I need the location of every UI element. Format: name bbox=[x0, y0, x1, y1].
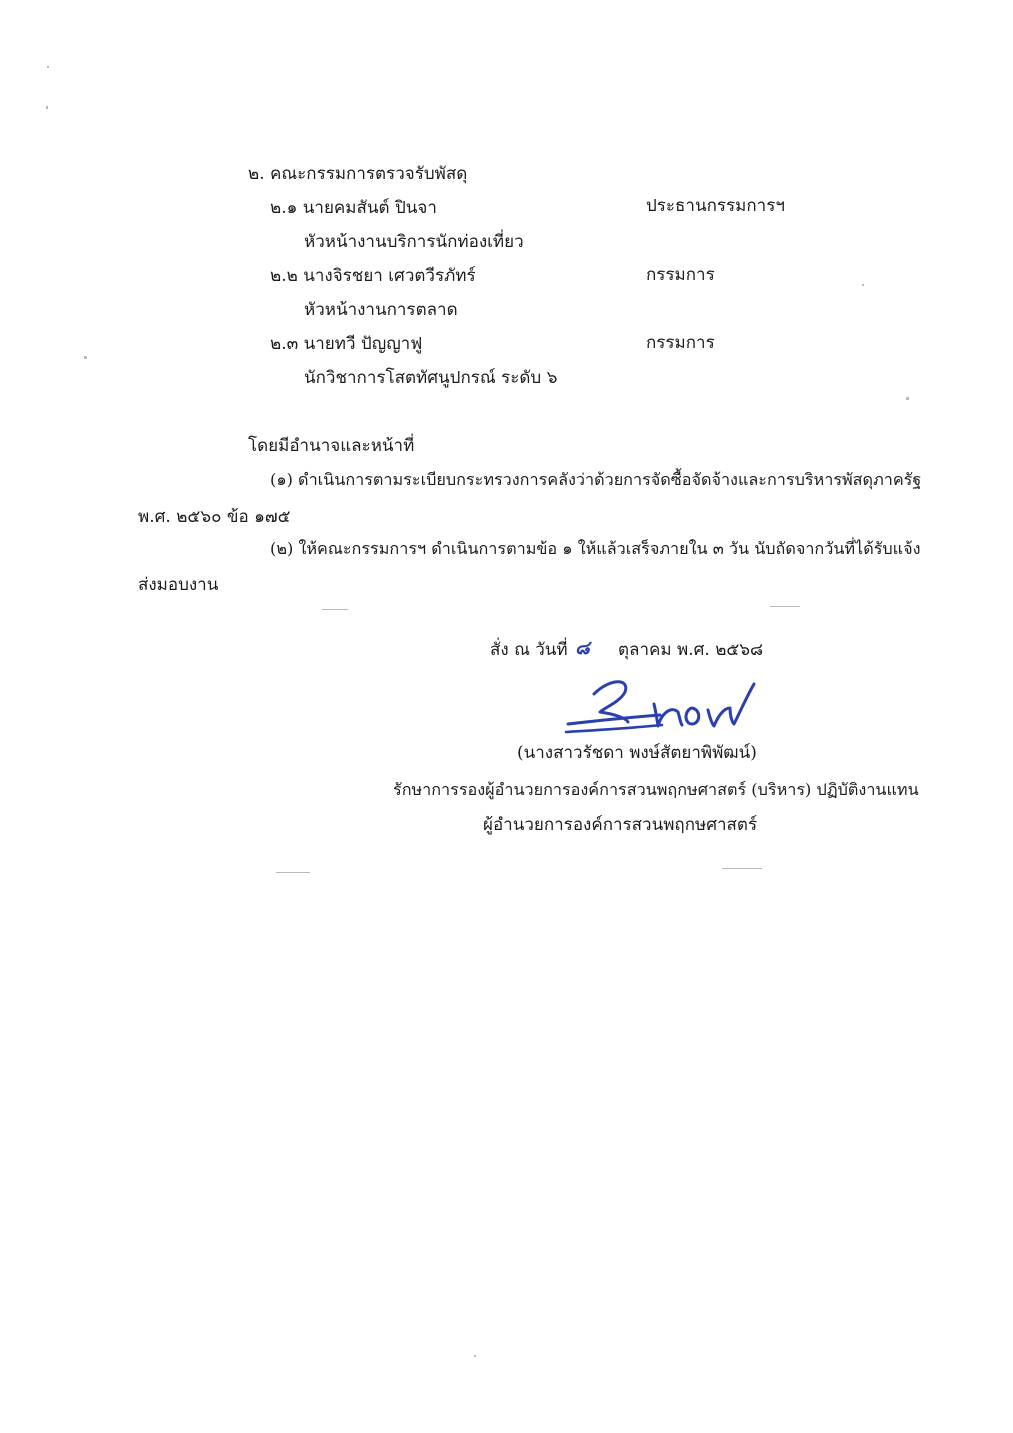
scan-speck bbox=[276, 872, 310, 873]
scan-speck bbox=[322, 609, 348, 610]
scan-speck bbox=[47, 66, 49, 68]
duty-item-2-line1: (๒) ให้คณะกรรมการฯ ดำเนินการตามข้อ ๑ ให้แล้วเสร็จภายใน ๓ วัน นับถัดจากวันที่ได้รับแจ้ง bbox=[270, 539, 921, 558]
signatory-name: (นางสาวรัชดา พงษ์สัตยาพิพัฒน์) bbox=[517, 743, 757, 763]
handwritten-signature bbox=[562, 672, 757, 738]
scan-speck bbox=[906, 397, 909, 400]
member-name: ๒.๓ นายทวี ปัญญาฟู bbox=[270, 334, 423, 354]
committee-heading: ๒. คณะกรรมการตรวจรับพัสดุ bbox=[248, 164, 468, 184]
scan-speck bbox=[84, 356, 87, 359]
member-title: หัวหน้างานการตลาด bbox=[304, 300, 458, 320]
member-role: กรรมการ bbox=[646, 333, 715, 353]
duty-item-1-line2: พ.ศ. ๒๕๖๐ ข้อ ๑๗๕ bbox=[138, 507, 291, 527]
scan-speck bbox=[722, 868, 762, 869]
duty-item-2-line2: ส่งมอบงาน bbox=[138, 575, 219, 595]
member-role: กรรมการ bbox=[646, 265, 715, 285]
order-date-day: ๘ bbox=[575, 637, 590, 659]
scan-speck bbox=[474, 1355, 476, 1357]
signatory-position-line1: รักษาการรองผู้อำนวยการองค์การสวนพฤกษศาสตร์ (บริหาร) ปฏิบัติงานแทน bbox=[393, 780, 919, 799]
order-date-prefix: สั่ง ณ วันที่ bbox=[490, 640, 568, 660]
member-title: หัวหน้างานบริการนักท่องเที่ยว bbox=[304, 232, 524, 252]
member-name: ๒.๑ นายคมสันต์ ปินจา bbox=[270, 198, 437, 218]
order-date-month-year: ตุลาคม พ.ศ. ๒๕๖๘ bbox=[618, 640, 764, 660]
signatory-position-line2: ผู้อำนวยการองค์การสวนพฤกษศาสตร์ bbox=[483, 815, 758, 835]
scan-speck bbox=[46, 106, 48, 109]
member-role: ประธานกรรมการฯ bbox=[646, 196, 785, 216]
scan-speck bbox=[862, 284, 864, 286]
scan-speck bbox=[770, 606, 800, 607]
duties-heading: โดยมีอำนาจและหน้าที่ bbox=[248, 436, 415, 456]
member-title: นักวิชาการโสตทัศนูปกรณ์ ระดับ ๖ bbox=[304, 368, 558, 388]
duty-item-1-line1: (๑) ดำเนินการตามระเบียบกระทรวงการคลังว่าด้วยการจัดซื้อจัดจ้างและการบริหารพัสดุภาครัฐ bbox=[270, 470, 922, 489]
member-name: ๒.๒ นางจิรชยา เศวตวีรภัทร์ bbox=[270, 266, 476, 286]
